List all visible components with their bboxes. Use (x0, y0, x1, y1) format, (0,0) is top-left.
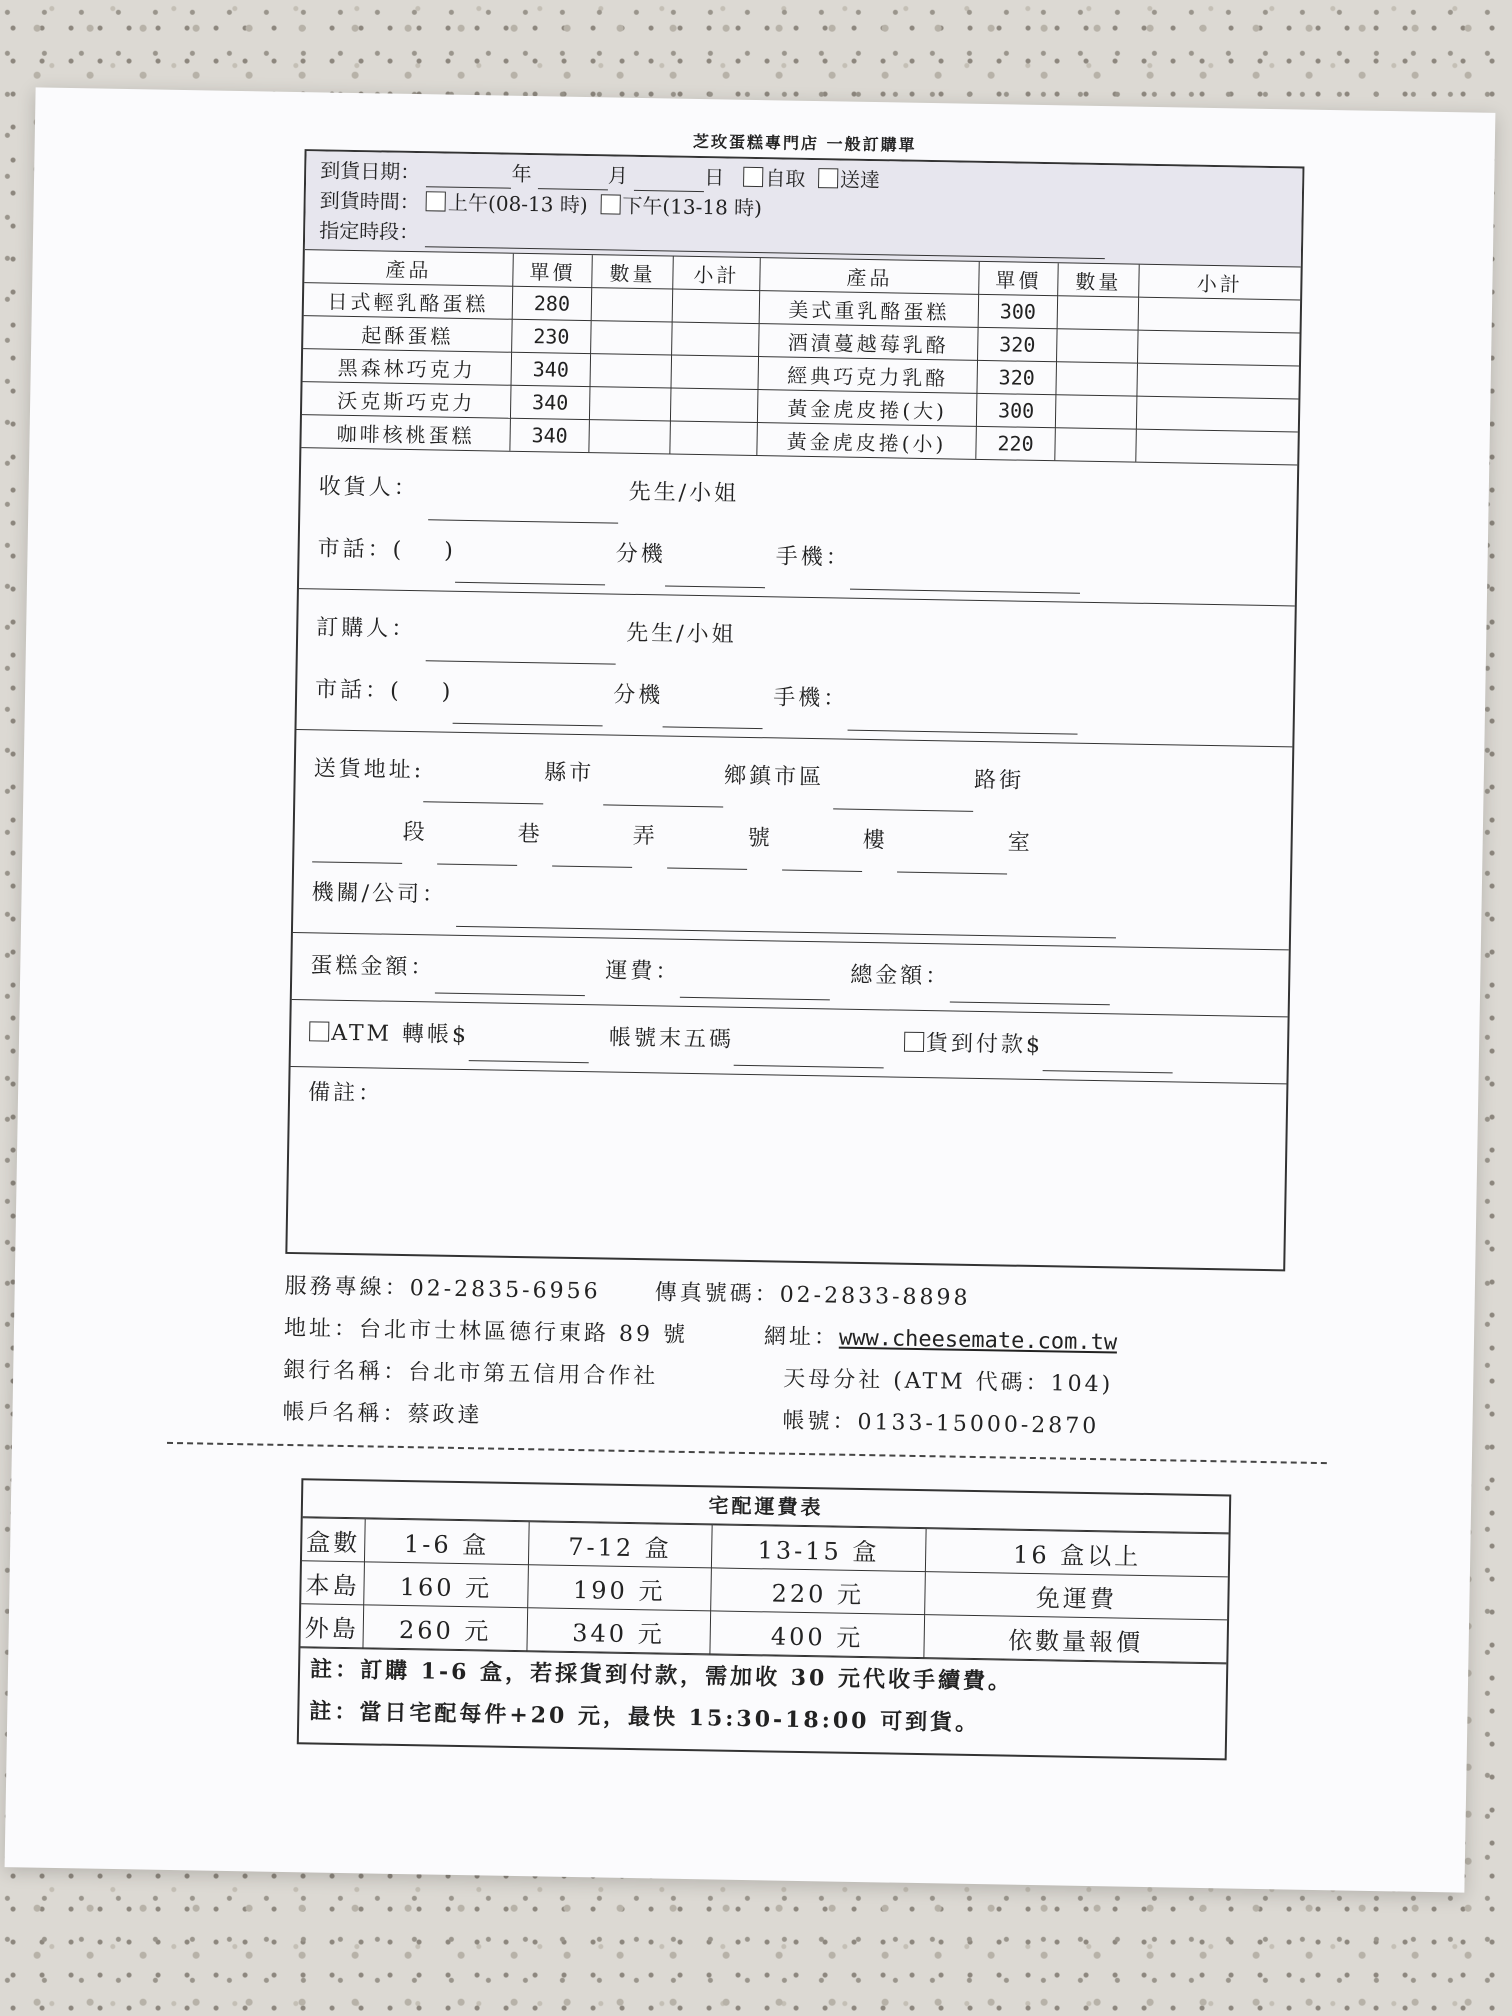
order-form-paper (5, 87, 1496, 1892)
orderer-name-field[interactable] (426, 638, 616, 664)
subtotal-cell[interactable] (1137, 330, 1299, 366)
qty-cell[interactable] (591, 288, 673, 322)
table-cell: 1-6 盒 (364, 1519, 529, 1565)
ext-label: 分機 (615, 541, 666, 568)
number-label: 號 (747, 825, 773, 852)
orderer-phone-label: 市話：( (314, 677, 402, 704)
subtotal-cell[interactable] (1138, 297, 1300, 333)
store-address: 地址：台北市士林區德行東路 89 號 (283, 1315, 689, 1348)
address-section (293, 730, 1292, 950)
account-number: 帳號：0133-15000-2870 (782, 1408, 1100, 1440)
header-price: 單價 (979, 262, 1059, 296)
company-field[interactable] (456, 904, 1116, 939)
slot-label: 指定時段： (318, 218, 420, 245)
product-name: 酒漬蔓越莓乳酪 (759, 324, 979, 361)
product-name: 黃金虎皮捲(大) (757, 390, 977, 427)
county-field[interactable] (424, 779, 544, 804)
table-cell: 220 元 (710, 1568, 925, 1615)
shipping-note: 註：當日宅配每件+20 元，最快 15:30-18:00 可到貨。 (309, 1698, 981, 1737)
company-label: 機關/公司： (311, 880, 448, 908)
qty-cell[interactable] (1057, 296, 1139, 330)
remarks-label: 備註： (307, 1080, 384, 1107)
bank-name: 銀行名稱：台北市第五信用合作社 (283, 1357, 659, 1390)
cod-amount-field[interactable] (1043, 1048, 1173, 1073)
atm-label: ATM 轉帳$ (330, 1020, 470, 1049)
receiver-label: 收貨人： (318, 474, 419, 502)
table-cell: 7-12 盒 (528, 1522, 712, 1568)
table-cell: 本島 (301, 1561, 364, 1605)
deliver-checkbox[interactable] (818, 168, 838, 188)
subtotal-cell[interactable] (670, 421, 758, 455)
receiver-suffix: 先生/小姐 (628, 479, 740, 507)
alley-label: 弄 (632, 823, 658, 850)
lane-label: 巷 (517, 821, 543, 848)
table-cell: 16 盒以上 (925, 1529, 1228, 1577)
cod-label: 貨到付款$ (925, 1031, 1044, 1059)
phone-close: ) (441, 679, 454, 705)
remarks-section[interactable] (287, 1067, 1286, 1269)
delivery-section (305, 151, 1303, 267)
atm-checkbox[interactable] (309, 1021, 329, 1041)
bank-branch: 天母分社 (ATM 代碼：104) (782, 1366, 1114, 1398)
receiver-mobile-field[interactable] (850, 567, 1080, 594)
qty-cell[interactable] (1055, 428, 1137, 462)
shipping-note: 註：訂購 1-6 盒，若採貨到付款，需加收 30 元代收手續費。 (300, 1647, 1227, 1706)
total-field[interactable] (950, 979, 1110, 1005)
section-label: 段 (402, 819, 428, 846)
product-table (301, 250, 1300, 464)
pickup-checkbox[interactable] (743, 167, 763, 187)
product-name: 沃克斯巧克力 (302, 382, 511, 419)
table-cell: 外島 (300, 1604, 363, 1648)
header-price: 單價 (513, 254, 593, 288)
afternoon-checkbox[interactable] (600, 194, 620, 214)
receiver-section (299, 447, 1297, 606)
total-label: 總金額： (850, 962, 951, 990)
cake-amount-field[interactable] (435, 971, 585, 997)
morning-checkbox[interactable] (426, 191, 446, 211)
fax-number: 傳真號碼：02-2833-8898 (654, 1280, 971, 1311)
ext-label: 分機 (613, 682, 664, 709)
town-field[interactable] (604, 782, 724, 807)
phone-close: ) (443, 538, 457, 564)
receiver-ext-field[interactable] (665, 563, 765, 588)
month-label: 月 (607, 163, 629, 188)
product-price: 340 (511, 352, 591, 386)
room-label: 室 (1007, 830, 1033, 856)
product-price: 320 (978, 327, 1058, 361)
contact-info (282, 1266, 1285, 1451)
subtotal-cell[interactable] (672, 289, 760, 324)
header-product: 產品 (304, 250, 513, 286)
shipping-rates (300, 1517, 1228, 1663)
table-cell: 盒數 (302, 1518, 365, 1562)
form-title: 芝玫蛋糕專門店 一般訂購單 (692, 131, 917, 155)
room-field[interactable] (897, 850, 1007, 875)
shipping-label: 運費： (605, 958, 681, 985)
product-price: 300 (976, 393, 1056, 427)
product-price: 220 (976, 426, 1056, 460)
product-price: 340 (510, 418, 590, 452)
road-label: 路街 (973, 767, 1025, 794)
cod-checkbox[interactable] (904, 1032, 924, 1052)
product-name: 黑森林巧克力 (303, 349, 512, 386)
qty-cell[interactable] (1055, 395, 1137, 429)
product-name: 日式輕乳酪蛋糕 (304, 283, 513, 320)
header-qty: 數量 (1058, 263, 1140, 297)
header-qty: 數量 (592, 255, 674, 289)
header-subtotal: 小計 (673, 257, 761, 291)
subtotal-cell[interactable] (671, 355, 759, 390)
deliver-label: 送達 (839, 167, 881, 193)
product-price: 300 (978, 294, 1058, 328)
shipping-table-title: 宅配運費表 (303, 1480, 1230, 1533)
floor-field[interactable] (782, 848, 862, 872)
number-field[interactable] (667, 846, 747, 870)
product-price: 340 (510, 385, 590, 419)
morning-label: 上午(08-13 時) (447, 190, 588, 218)
orderer-phone-field[interactable] (453, 701, 603, 727)
table-cell: 190 元 (527, 1565, 711, 1611)
shipping-field[interactable] (680, 975, 830, 1001)
orderer-section (296, 589, 1294, 747)
day-field[interactable] (634, 168, 704, 192)
subtotal-cell[interactable] (1136, 396, 1298, 432)
orderer-label: 訂購人： (316, 615, 417, 643)
orderer-suffix: 先生/小姐 (626, 620, 737, 648)
floor-label: 樓 (862, 827, 888, 854)
header-subtotal: 小計 (1139, 265, 1301, 300)
cake-amount-label: 蛋糕金額： (310, 953, 436, 981)
qty-cell[interactable] (591, 321, 673, 355)
atm-amount-field[interactable] (469, 1038, 589, 1063)
product-name: 美式重乳酪蛋糕 (759, 291, 979, 328)
qty-cell[interactable] (1056, 362, 1138, 396)
year-label: 年 (511, 161, 532, 187)
subtotal-cell[interactable] (1136, 429, 1298, 464)
website-link[interactable]: www.cheesemate.com.tw (838, 1325, 1118, 1356)
delivery-time-label: 到貨時間： (319, 188, 420, 215)
delivery-date-label: 到貨日期： (320, 158, 421, 185)
table-cell: 260 元 (363, 1605, 528, 1651)
pickup-label: 自取 (765, 166, 806, 191)
year-field[interactable] (426, 164, 511, 188)
alley-field[interactable] (552, 844, 632, 868)
address-label: 送貨地址: (313, 756, 425, 784)
qty-cell[interactable] (590, 354, 672, 388)
subtotal-cell[interactable] (670, 388, 758, 423)
table-cell: 依數量報價 (924, 1615, 1227, 1663)
town-label: 鄉鎮市區 (723, 763, 825, 791)
product-name: 起酥蛋糕 (303, 316, 512, 353)
form-body (285, 149, 1304, 1271)
mobile-label: 手機： (773, 685, 849, 712)
website-label: 網址： (763, 1324, 840, 1351)
product-price: 280 (512, 286, 592, 320)
lane-field[interactable] (437, 842, 517, 866)
product-price: 320 (977, 360, 1057, 394)
table-cell: 13-15 盒 (711, 1525, 926, 1572)
table-cell: 340 元 (527, 1608, 711, 1654)
day-label: 日 (704, 165, 725, 190)
qty-cell[interactable] (1057, 329, 1139, 363)
section-field[interactable] (312, 839, 402, 864)
afternoon-label: 下午(13-18 時) (622, 193, 763, 221)
qty-cell[interactable] (589, 387, 671, 421)
county-label: 縣市 (543, 760, 595, 787)
order-form (277, 122, 1305, 1761)
table-cell: 400 元 (710, 1611, 925, 1658)
shipping-table (297, 1478, 1232, 1760)
header-product: 產品 (760, 258, 980, 294)
service-hotline: 服務專線：02-2835-6956 (284, 1273, 601, 1305)
subtotal-cell[interactable] (672, 322, 760, 357)
table-cell: 160 元 (364, 1562, 529, 1608)
product-name: 黃金虎皮捲(小) (757, 423, 977, 459)
receiver-phone-field[interactable] (455, 560, 605, 586)
road-field[interactable] (834, 786, 974, 811)
mobile-label: 手機： (775, 544, 851, 571)
last5-label: 帳號末五碼 (608, 1025, 735, 1053)
last5-field[interactable] (734, 1043, 884, 1069)
subtotal-cell[interactable] (1137, 363, 1299, 399)
qty-cell[interactable] (589, 420, 671, 454)
receiver-name-field[interactable] (428, 497, 618, 523)
orderer-ext-field[interactable] (663, 704, 763, 729)
account-name: 帳戶名稱：蔡政達 (282, 1399, 483, 1429)
product-price: 230 (512, 319, 592, 353)
table-cell: 免運費 (925, 1572, 1228, 1620)
product-name: 咖啡核桃蛋糕 (301, 415, 510, 451)
month-field[interactable] (538, 166, 608, 190)
orderer-mobile-field[interactable] (848, 708, 1078, 735)
receiver-phone-label: 市話：( (317, 536, 405, 563)
product-name: 經典巧克力乳酪 (758, 357, 978, 394)
